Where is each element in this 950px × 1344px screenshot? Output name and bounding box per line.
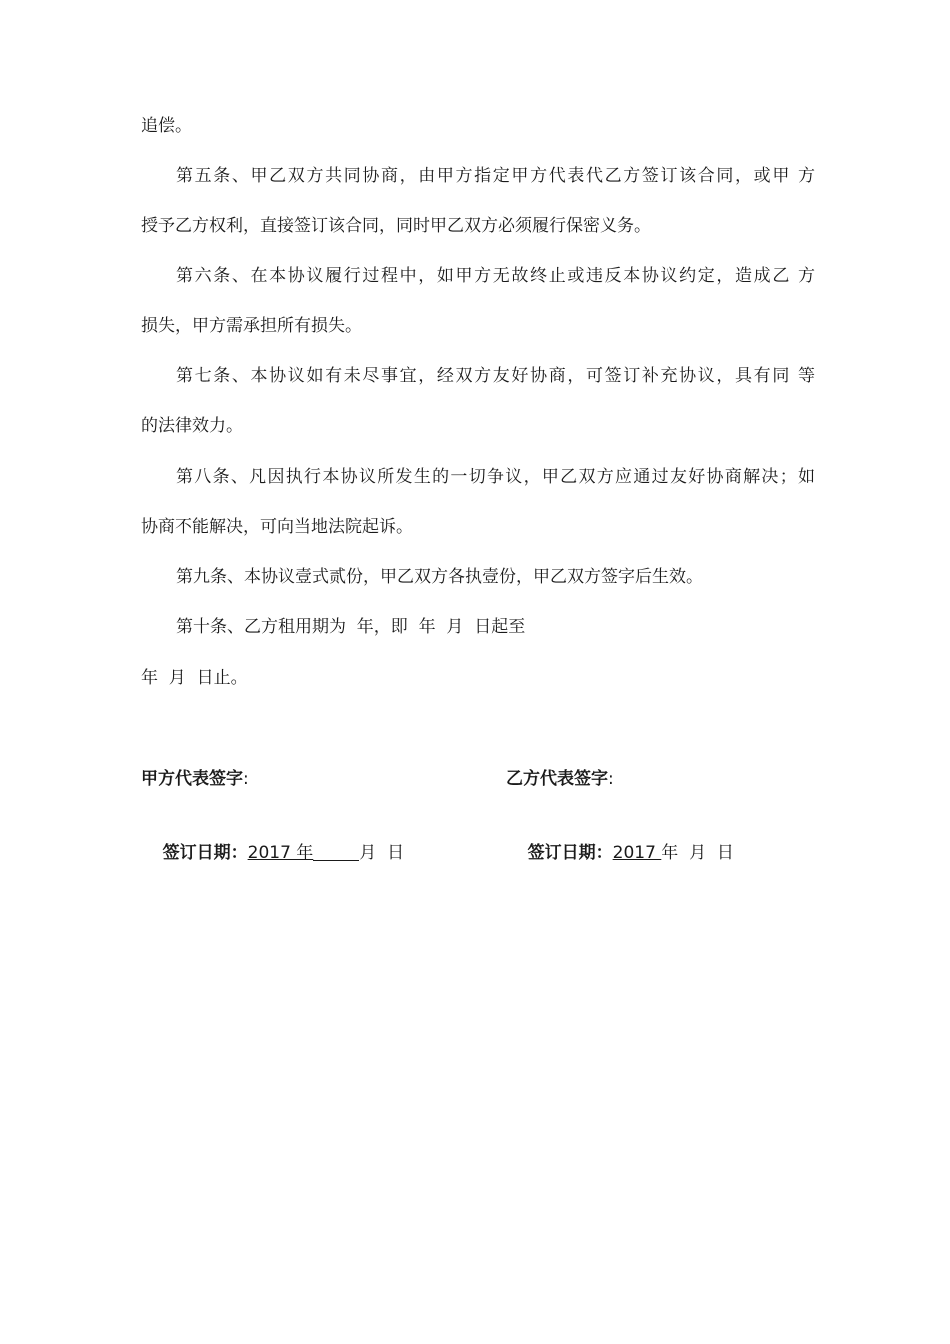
article-5-line-2: 授予乙方权利，直接签订该合同，同时甲乙双方必须履行保密义务。 (141, 216, 651, 236)
article-7-line-1: 第七条、本协议如有未尽事宜，经双方友好协商，可签订补充协议，具有同 等 (176, 366, 815, 386)
article-8-line-2: 协商不能解决，可向当地法院起诉。 (141, 517, 413, 537)
party-b-date-label: 签订日期： (527, 843, 613, 863)
party-a-date-month-day: 月 日 (359, 843, 405, 863)
party-b-sign-date (506, 817, 734, 889)
party-a-month-blank (313, 842, 359, 861)
article-10-line-1: 第十条、乙方租用期为 年，即 年 月 日起至 (176, 617, 526, 637)
article-10-line-2: 年 月 日止。 (141, 668, 248, 688)
article-6-line-2: 损失，甲方需承担所有损失。 (141, 316, 362, 336)
article-7-line-2: 的法律效力。 (141, 416, 243, 436)
article-6-line-1: 第六条、在本协议履行过程中，如甲方无故终止或违反本协议约定，造成乙 方 (176, 266, 815, 286)
party-a-signature (141, 767, 249, 791)
party-a-signature-label: 甲方代表签字 (141, 769, 243, 789)
paragraph-4-tail: 追偿。 (141, 116, 192, 136)
party-a-date-label: 签订日期： (162, 843, 248, 863)
party-a-sign-date (141, 817, 404, 889)
party-b-colon: : (608, 769, 614, 789)
party-b-signature-label: 乙方代表签字 (506, 769, 608, 789)
article-8-line-1: 第八条、凡因执行本协议所发生的一切争议，甲乙双方应通过友好协商解决；如 (176, 467, 815, 487)
party-a-colon: : (243, 769, 249, 789)
party-b-signature (506, 767, 614, 791)
article-9-line-1: 第九条、本协议壹式贰份，甲乙双方各执壹份，甲乙双方签字后生效。 (176, 567, 703, 587)
party-b-date-year: 2017 (612, 843, 662, 863)
article-5-line-1: 第五条、甲乙双方共同协商，由甲方指定甲方代表代乙方签订该合同，或甲 方 (176, 166, 815, 186)
party-a-date-year: 2017 年 (247, 843, 314, 863)
party-b-date-month-day: 年 月 日 (661, 843, 734, 863)
